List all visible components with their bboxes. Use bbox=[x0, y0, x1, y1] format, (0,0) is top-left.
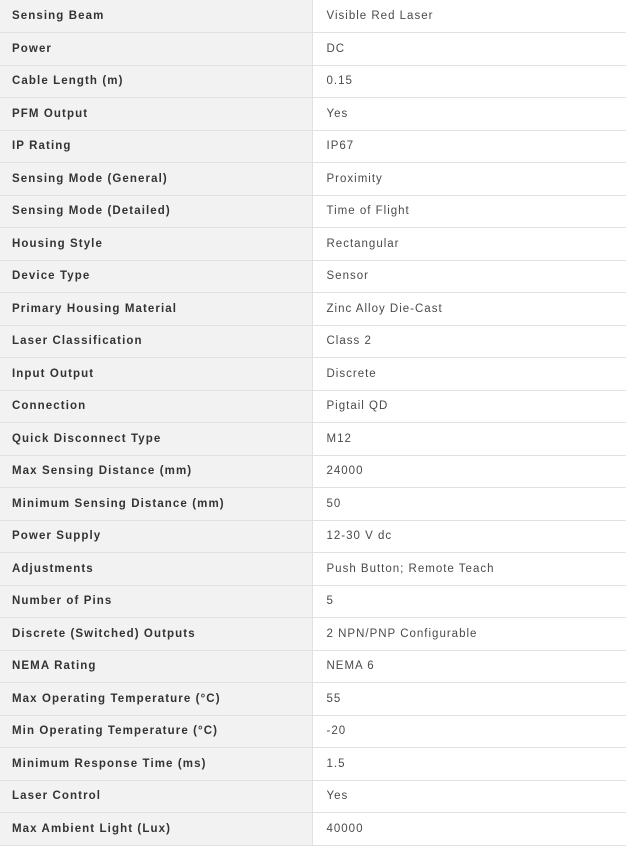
spec-row bbox=[0, 33, 626, 66]
spec-row bbox=[0, 0, 626, 33]
spec-label: Max Operating Temperature (°C) bbox=[0, 683, 312, 716]
spec-label: Sensing Mode (General) bbox=[0, 163, 312, 196]
spec-row bbox=[0, 195, 626, 228]
spec-row bbox=[0, 163, 626, 196]
spec-row bbox=[0, 260, 626, 293]
spec-label: NEMA Rating bbox=[0, 650, 312, 683]
spec-row bbox=[0, 455, 626, 488]
spec-row bbox=[0, 423, 626, 456]
spec-value: Yes bbox=[312, 98, 626, 131]
spec-value: 24000 bbox=[312, 455, 626, 488]
spec-row bbox=[0, 65, 626, 98]
spec-label: Max Ambient Light (Lux) bbox=[0, 813, 312, 846]
spec-value: 1.5 bbox=[312, 748, 626, 781]
spec-row bbox=[0, 813, 626, 846]
spec-value: Rectangular bbox=[312, 228, 626, 261]
spec-value: Visible Red Laser bbox=[312, 0, 626, 33]
spec-value: 2 NPN/PNP Configurable bbox=[312, 618, 626, 651]
spec-label: Minimum Sensing Distance (mm) bbox=[0, 488, 312, 521]
spec-row bbox=[0, 228, 626, 261]
spec-value: Discrete bbox=[312, 358, 626, 391]
spec-value: 50 bbox=[312, 488, 626, 521]
spec-value: Zinc Alloy Die-Cast bbox=[312, 293, 626, 326]
spec-value: Time of Flight bbox=[312, 195, 626, 228]
spec-label: Quick Disconnect Type bbox=[0, 423, 312, 456]
spec-value: Sensor bbox=[312, 260, 626, 293]
spec-label: Number of Pins bbox=[0, 585, 312, 618]
spec-label: Primary Housing Material bbox=[0, 293, 312, 326]
spec-value: IP67 bbox=[312, 130, 626, 163]
spec-row bbox=[0, 683, 626, 716]
spec-value: 55 bbox=[312, 683, 626, 716]
spec-value: -20 bbox=[312, 715, 626, 748]
spec-row bbox=[0, 780, 626, 813]
spec-label: IP Rating bbox=[0, 130, 312, 163]
spec-row bbox=[0, 715, 626, 748]
spec-label: Connection bbox=[0, 390, 312, 423]
spec-row bbox=[0, 748, 626, 781]
spec-row bbox=[0, 390, 626, 423]
spec-label: Adjustments bbox=[0, 553, 312, 586]
spec-value: Yes bbox=[312, 780, 626, 813]
spec-row bbox=[0, 98, 626, 131]
spec-row bbox=[0, 520, 626, 553]
spec-row bbox=[0, 618, 626, 651]
spec-label: Laser Control bbox=[0, 780, 312, 813]
spec-label: PFM Output bbox=[0, 98, 312, 131]
spec-label: Sensing Beam bbox=[0, 0, 312, 33]
spec-label: Min Operating Temperature (°C) bbox=[0, 715, 312, 748]
spec-value: M12 bbox=[312, 423, 626, 456]
spec-row bbox=[0, 293, 626, 326]
spec-row bbox=[0, 650, 626, 683]
spec-value: Pigtail QD bbox=[312, 390, 626, 423]
spec-label: Power Supply bbox=[0, 520, 312, 553]
spec-row bbox=[0, 488, 626, 521]
spec-value: 0.15 bbox=[312, 65, 626, 98]
spec-value: Push Button; Remote Teach bbox=[312, 553, 626, 586]
spec-row bbox=[0, 325, 626, 358]
spec-value: DC bbox=[312, 33, 626, 66]
spec-label: Sensing Mode (Detailed) bbox=[0, 195, 312, 228]
spec-value: NEMA 6 bbox=[312, 650, 626, 683]
spec-label: Laser Classification bbox=[0, 325, 312, 358]
spec-row bbox=[0, 130, 626, 163]
spec-label: Housing Style bbox=[0, 228, 312, 261]
spec-label: Max Sensing Distance (mm) bbox=[0, 455, 312, 488]
spec-label: Minimum Response Time (ms) bbox=[0, 748, 312, 781]
spec-value: Class 2 bbox=[312, 325, 626, 358]
spec-label: Discrete (Switched) Outputs bbox=[0, 618, 312, 651]
spec-label: Input Output bbox=[0, 358, 312, 391]
spec-row bbox=[0, 358, 626, 391]
spec-row bbox=[0, 553, 626, 586]
spec-value: 12-30 V dc bbox=[312, 520, 626, 553]
spec-value: 5 bbox=[312, 585, 626, 618]
spec-value: 40000 bbox=[312, 813, 626, 846]
spec-label: Power bbox=[0, 33, 312, 66]
spec-row bbox=[0, 585, 626, 618]
spec-label: Cable Length (m) bbox=[0, 65, 312, 98]
spec-label: Device Type bbox=[0, 260, 312, 293]
spec-value: Proximity bbox=[312, 163, 626, 196]
